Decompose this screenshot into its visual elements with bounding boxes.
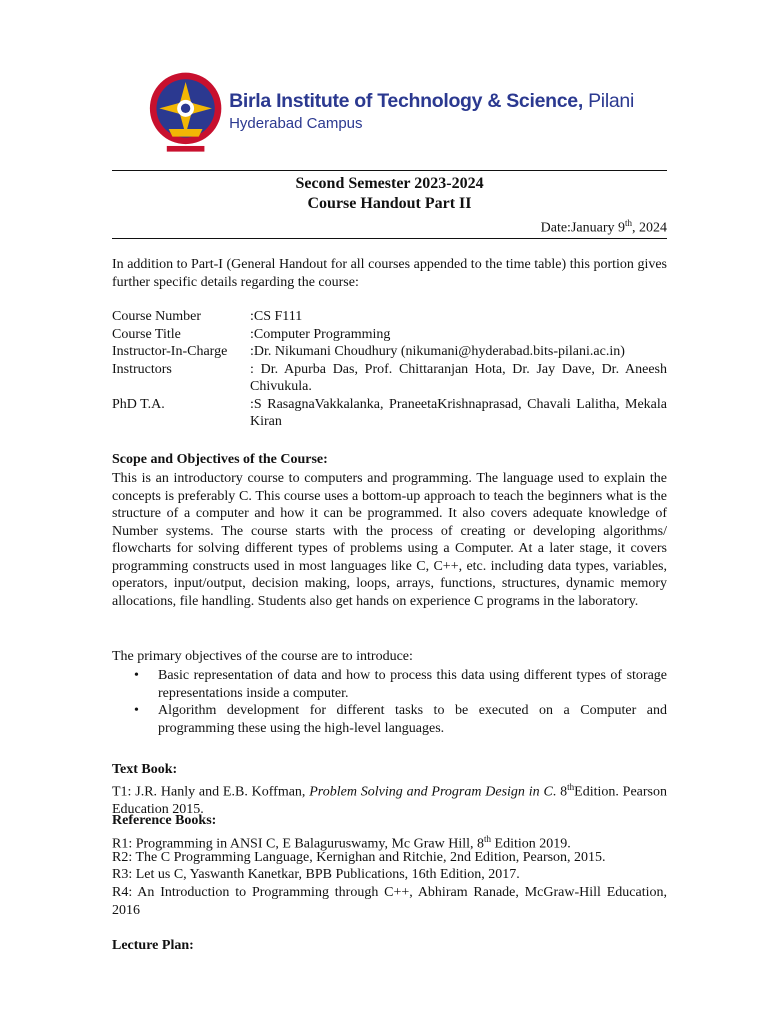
instructors-row	[112, 361, 667, 396]
reference-r1: R1: Programming in ANSI C, E Balaguruswamy, Mc Graw Hill, 8th Edition 2019.	[112, 834, 571, 852]
info-value: :Dr. Nikumani Choudhury (nikumani@hyderabad.bits-pilani.ac.in)	[250, 344, 625, 359]
institute-name: Birla Institute of Technology & Science, Pilani	[229, 90, 634, 112]
course-title-row	[112, 326, 667, 344]
bullet-icon: •	[134, 668, 139, 683]
scope-heading: Scope and Objectives of the Course:	[112, 452, 328, 467]
objectives-intro: The primary objectives of the course are to introduce:	[112, 649, 413, 664]
info-label: Instructors	[112, 361, 172, 377]
divider	[112, 238, 667, 239]
intro-paragraph: In addition to Part-I (General Handout for all courses appended to the time table) this portion gives further specific details regarding the course:	[112, 257, 667, 290]
institute-header	[148, 64, 634, 164]
reference-r4: R4: An Introduction to Programming through C++, Abhiram Ranade, McGraw-Hill Education, 2016	[112, 885, 667, 918]
handout-title: Course Handout Part II	[307, 195, 472, 212]
info-value: : Dr. Apurba Das, Prof. Chittaranjan Hota, Dr. Jay Dave, Dr. Aneesh Chivukula.	[250, 361, 667, 394]
reference-r2: R2: The C Programming Language, Kernighan and Ritchie, 2nd Edition, Pearson, 2015.	[112, 850, 606, 865]
phd-ta-row	[112, 396, 667, 431]
info-value: :Computer Programming	[250, 326, 391, 342]
scope-paragraph: This is an introductory course to computers and programming. The language used to explain the concepts is preferably C. This course uses a bottom-up approach to teach the beginners what is the structure of a computer and how it can be programmed. It also covers adequate knowledge of Number systems. The course starts with the process of creating or developing algorithms/ flowcharts for solving different types of problems using a Computer. At a later stage, it covers programming constructs used in most languages like C, C++, etc. including data types, variables, operators, input/output, decision making, loops, arrays, functions, structures, dynamic memory allocations, file handling. Students also get hands on experience C programs in the laboratory.	[112, 471, 667, 609]
bullet-icon: •	[134, 703, 139, 718]
info-label: Course Number	[112, 309, 202, 324]
info-label: Instructor-In-Charge	[112, 344, 228, 359]
bits-pilani-logo-icon	[148, 64, 225, 164]
reference-r3: R3: Let us C, Yaswanth Kanetkar, BPB Publications, 16th Edition, 2017.	[112, 867, 520, 882]
text-book-t1: T1: J.R. Hanly and E.B. Koffman, Problem Solving and Program Design in C. 8thEdition. Pearson Education 2015.	[112, 782, 668, 818]
reference-books-heading: Reference Books:	[112, 813, 217, 828]
course-info	[112, 308, 667, 431]
objectives-list	[112, 667, 667, 737]
info-value: :S RasagnaVakkalanka, PraneetaKrishnaprasad, Chavali Lalitha, Mekala Kiran	[250, 396, 667, 429]
handout-date: Date:January 9th, 2024	[540, 218, 667, 236]
info-value: :CS F111	[250, 309, 303, 324]
info-label: Course Title	[112, 326, 181, 342]
instructor-in-charge-row	[112, 343, 667, 361]
semester-title: Second Semester 2023-2024	[295, 175, 484, 192]
campus-name: Hyderabad Campus	[229, 115, 363, 132]
list-item: • Basic representation of data and how to process this data using different types of storage representations inside a computer.	[134, 668, 667, 701]
divider	[112, 170, 667, 171]
course-number-row	[112, 308, 667, 326]
list-item: • Algorithm development for different tasks to be executed on a Computer and programming these using the high-level languages.	[134, 703, 667, 736]
info-label: PhD T.A.	[112, 396, 165, 412]
lecture-plan-heading: Lecture Plan:	[112, 938, 194, 953]
text-book-heading: Text Book:	[112, 762, 178, 777]
